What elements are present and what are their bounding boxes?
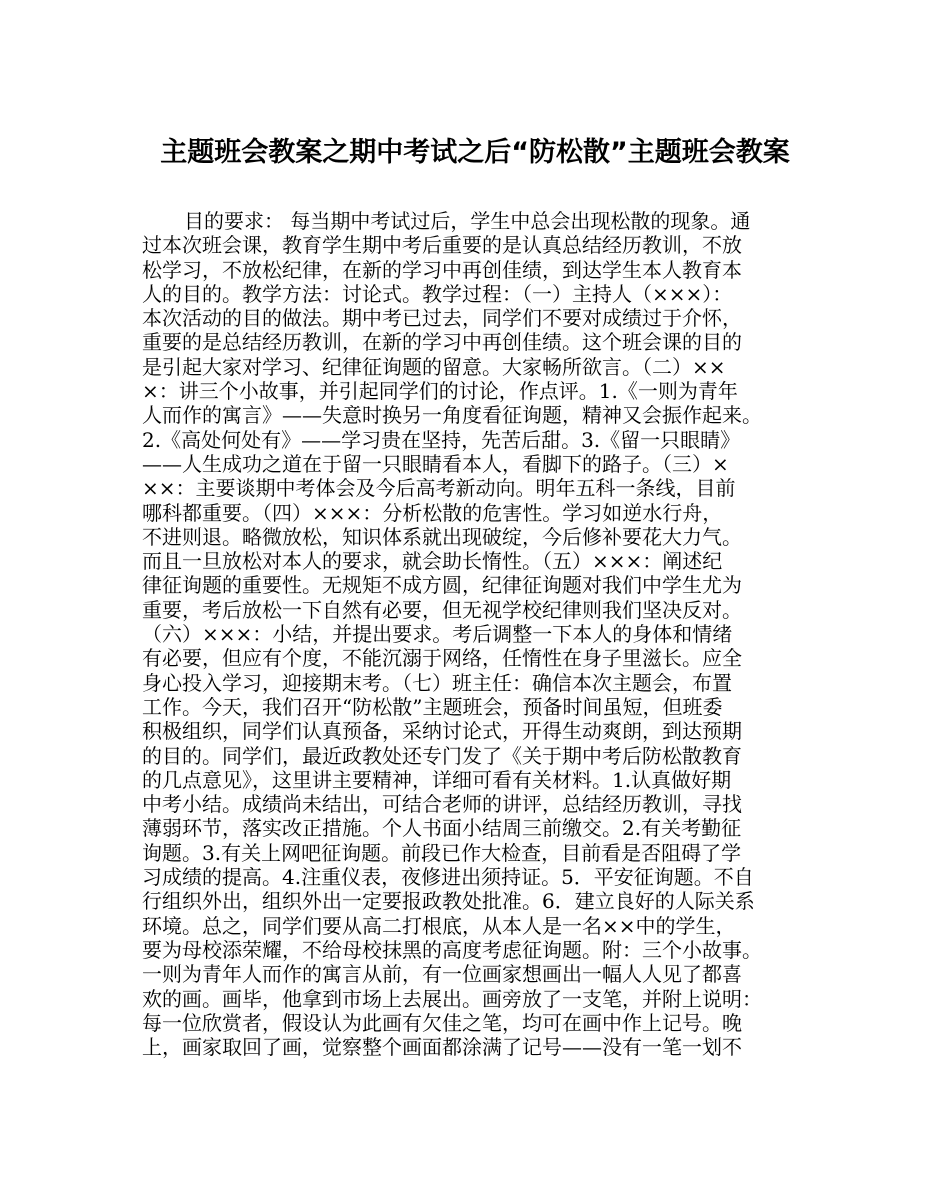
body-line: ×：讲三个小故事，并引起同学们的讨论，作点评。1.《一则为青年	[142, 379, 738, 404]
body-line: 要为母校添荣耀，不给母校抹黑的高度考虑征询题。附：三个小故事。	[142, 937, 762, 962]
body-line: ——人生成功之道在于留一只眼睛看本人，看脚下的路子。（三）×	[142, 451, 729, 476]
body-line: 哪科都重要。（四）×××：分析松散的危害性。学习如逆水行舟，	[142, 500, 723, 525]
body-line: 目的要求： 每当期中考试过后，学生中总会出现松散的现象。通	[184, 209, 751, 233]
body-line: 2.《高处何处有》——学习贵在坚持，先苦后甜。3.《留一只眼睛》	[142, 427, 741, 452]
body-line: 有必要，但应有个度，不能沉溺于网络，任惰性在身子里滋长。应全	[142, 646, 742, 671]
body-line: ××：主要谈期中考体会及今后高考新动向。明年五科一条线，目前	[142, 476, 736, 501]
body-line: 而且一旦放松对本人的要求，就会助长惰性。（五）×××：阐述纪	[142, 549, 723, 574]
body-line: 欢的画。画毕，他拿到市场上去展出。画旁放了一支笔，并附上说明：	[142, 986, 762, 1011]
body-line: （六）×××：小结，并提出要求。考后调整一下本人的身体和情绪	[142, 622, 733, 647]
body-line: 律征询题的重要性。无规矩不成方圆，纪律征询题对我们中学生尤为	[142, 573, 742, 598]
body-line: 过本次班会课，教育学生期中考后重要的是认真总结经历教训，不放	[142, 233, 742, 258]
body-line: 身心投入学习，迎接期末考。（七）班主任：确信本次主题会，布置	[142, 670, 732, 695]
body-line: 习成绩的提高。4.注重仪表，夜修进出须持证。5．平安征询题。不自	[142, 865, 754, 890]
body-line: 重要的是总结经历教训，在新的学习中再创佳绩。这个班会课的目的	[142, 330, 742, 355]
body-line: 行组织外出，组织外出一定要报政教处批准。6．建立良好的人际关系	[142, 889, 755, 914]
body-line: 薄弱环节，落实改正措施。个人书面小结周三前缴交。2.有关考勤征	[142, 816, 742, 841]
body-line: 的目的。同学们，最近政教处还专门发了《关于期中考后防松散教育	[142, 743, 742, 768]
document-body	[142, 209, 824, 1059]
body-line: 上，画家取回了画，觉察整个画面都涂满了记号——没有一笔一划不	[142, 1035, 742, 1060]
body-line: 本次活动的目的做法。期中考已过去，同学们不要对成绩过于介怀，	[142, 306, 742, 331]
body-line: 人的目的。教学方法：讨论式。教学过程：（一）主持人（×××）：	[142, 281, 733, 306]
body-line: 不进则退。略微放松，知识体系就出现破绽，今后修补要花大力气。	[142, 524, 742, 549]
document-title: 主题班会教案之期中考试之后“防松散”主题班会教案	[160, 137, 790, 168]
body-line: 是引起大家对学习、纪律征询题的留意。大家畅所欲言。（二）××	[142, 354, 726, 379]
body-line: 工作。今天，我们召开“防松散”主题班会，预备时间虽短，但班委	[142, 694, 723, 719]
body-line: 中考小结。成绩尚未结出，可结合老师的讲评，总结经历教训，寻找	[142, 792, 742, 817]
body-line: 环境。总之，同学们要从高二打根底，从本人是一名××中的学生，	[142, 913, 736, 938]
body-line: 一则为青年人而作的寓言从前，有一位画家想画出一幅人人见了都喜	[142, 962, 742, 987]
body-line: 松学习，不放松纪律，在新的学习中再创佳绩，到达学生本人教育本	[142, 257, 742, 282]
body-line: 询题。3.有关上网吧征询题。前段已作大检查，目前看是否阻碍了学	[142, 840, 742, 865]
body-line: 重要，考后放松一下自然有必要，但无视学校纪律则我们坚决反对。	[142, 597, 742, 622]
body-line: 每一位欣赏者，假设认为此画有欠佳之笔，均可在画中作上记号。晚	[142, 1010, 742, 1035]
body-line: 人而作的寓言》——失意时换另一角度看征询题，精神又会振作起来。	[142, 403, 762, 428]
body-line: 积极组织，同学们认真预备，采纳讨论式，开得生动爽朗，到达预期	[142, 719, 742, 744]
body-line: 的几点意见》，这里讲主要精神，详细可看有关材料。1.认真做好期	[142, 767, 732, 792]
